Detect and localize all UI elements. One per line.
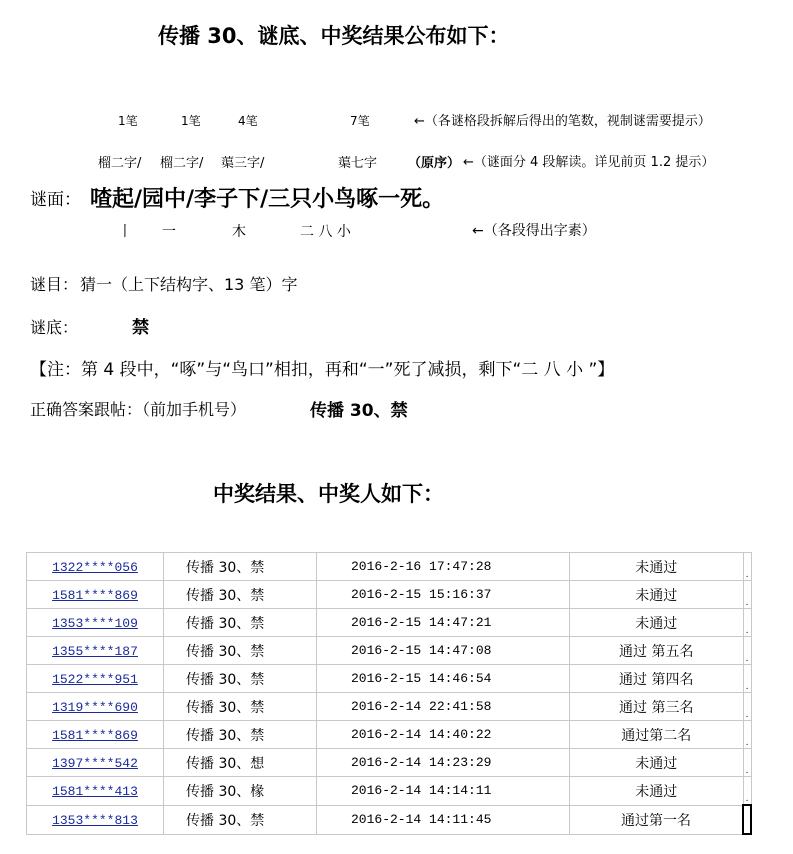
extra-cell: . (743, 749, 751, 777)
element-3: 木 (232, 224, 246, 240)
result-cell: 通过 第三名 (570, 693, 744, 721)
extra-cell: . (743, 581, 751, 609)
table-row (27, 777, 752, 806)
answer-cell: 传播 30、禁 (164, 693, 317, 721)
result-cell: 通过第一名 (570, 805, 744, 834)
answer-cell: 传播 30、禁 (164, 581, 317, 609)
reply-value: 传播 30、禁 (310, 401, 408, 421)
table-row (27, 721, 752, 749)
table-row (27, 693, 752, 721)
stroke-count-1: 1笔 (118, 114, 138, 128)
extra-cell: . (743, 609, 751, 637)
result-cell: 通过 第五名 (570, 637, 744, 665)
result-cell: 通过第二名 (570, 721, 744, 749)
answer-cell: 传播 30、禁 (164, 553, 317, 581)
time-cell: 2016-2-15 14:47:08 (317, 637, 570, 665)
answer-cell: 传播 30、禁 (164, 637, 317, 665)
page-title: 传播 30、谜底、中奖结果公布如下： (158, 24, 510, 48)
table-row (27, 637, 752, 665)
answer-cell: 传播 30、想 (164, 749, 317, 777)
table-row (27, 609, 752, 637)
table-row (27, 665, 752, 693)
segment-4: 蕖七字 (338, 156, 378, 171)
time-cell: 2016-2-14 14:23:29 (317, 749, 570, 777)
results-title: 中奖结果、中奖人如下： (213, 482, 444, 506)
stroke-count-3: 4笔 (238, 114, 258, 128)
segment-2: 榴二字/ (160, 156, 204, 171)
table-row (27, 553, 752, 581)
stroke-count-2: 1笔 (181, 114, 201, 128)
phone-link[interactable]: 1322****056 (52, 559, 138, 575)
element-4: 二 八 小 (300, 224, 351, 240)
result-cell: 未通过 (570, 609, 744, 637)
answer-cell: 传播 30、禁 (164, 609, 317, 637)
time-cell: 2016-2-15 15:16:37 (317, 581, 570, 609)
reply-label: 正确答案跟帖：（前加手机号） (30, 400, 247, 419)
stroke-note: ←（各谜格段拆解后得出的笔数，视制谜需要提示） (414, 114, 711, 129)
segment-1: 榴二字/ (98, 156, 142, 171)
extra-cell (743, 805, 751, 834)
result-cell: 未通过 (570, 777, 744, 806)
table-row (27, 805, 752, 834)
phone-link[interactable]: 1353****109 (52, 615, 138, 631)
riddle-text: 喳起/园中/李子下/三只小鸟啄一死。 (90, 187, 445, 212)
extra-cell: . (743, 721, 751, 749)
answer-value: 禁 (132, 318, 149, 338)
time-cell: 2016-2-14 22:41:58 (317, 693, 570, 721)
phone-link[interactable]: 1353****813 (52, 812, 138, 828)
element-2: 一 (162, 224, 176, 240)
result-cell: 未通过 (570, 553, 744, 581)
elements-note: ←（各段得出字素） (472, 223, 596, 239)
phone-link[interactable]: 1581****413 (52, 783, 138, 799)
original-order-label: （原序） (408, 156, 461, 171)
element-1: 丨 (118, 224, 132, 240)
phone-link[interactable]: 1581****869 (52, 587, 138, 603)
segment-note: ←（谜面分 4 段解读。详见前页 1.2 提示） (463, 155, 715, 170)
time-cell: 2016-2-15 14:47:21 (317, 609, 570, 637)
phone-link[interactable]: 1355****187 (52, 643, 138, 659)
answer-cell: 传播 30、禁 (164, 721, 317, 749)
extra-cell: . (743, 665, 751, 693)
answer-label: 谜底： (30, 318, 79, 337)
phone-link[interactable]: 1397****542 (52, 755, 138, 771)
phone-link[interactable]: 1522****951 (52, 671, 138, 687)
extra-cell: . (743, 553, 751, 581)
time-cell: 2016-2-16 17:47:28 (317, 553, 570, 581)
time-cell: 2016-2-14 14:14:11 (317, 777, 570, 806)
extra-cell: . (743, 693, 751, 721)
phone-link[interactable]: 1581****869 (52, 727, 138, 743)
result-cell: 未通过 (570, 749, 744, 777)
riddle-label: 谜面： (30, 190, 81, 210)
answer-cell: 传播 30、禁 (164, 665, 317, 693)
target-text: 猜一（上下结构字、13 笔）字 (80, 275, 298, 294)
extra-cell: . (743, 777, 751, 806)
answer-cell: 传播 30、椽 (164, 777, 317, 806)
answer-cell: 传播 30、禁 (164, 805, 317, 834)
table-row (27, 581, 752, 609)
time-cell: 2016-2-14 14:11:45 (317, 805, 570, 834)
result-cell: 通过 第四名 (570, 665, 744, 693)
footnote: 【注：第 4 段中，“啄”与“鸟口”相扣，再和“一”死了减损，剩下“二 八 小 ”】 (30, 360, 615, 380)
segment-3: 蕖三字/ (221, 156, 265, 171)
time-cell: 2016-2-15 14:46:54 (317, 665, 570, 693)
time-cell: 2016-2-14 14:40:22 (317, 721, 570, 749)
extra-cell: . (743, 637, 751, 665)
phone-link[interactable]: 1319****690 (52, 699, 138, 715)
stroke-count-4: 7笔 (350, 114, 370, 128)
target-label: 谜目： (30, 275, 79, 294)
table-row (27, 749, 752, 777)
result-cell: 未通过 (570, 581, 744, 609)
results-table (26, 552, 752, 835)
